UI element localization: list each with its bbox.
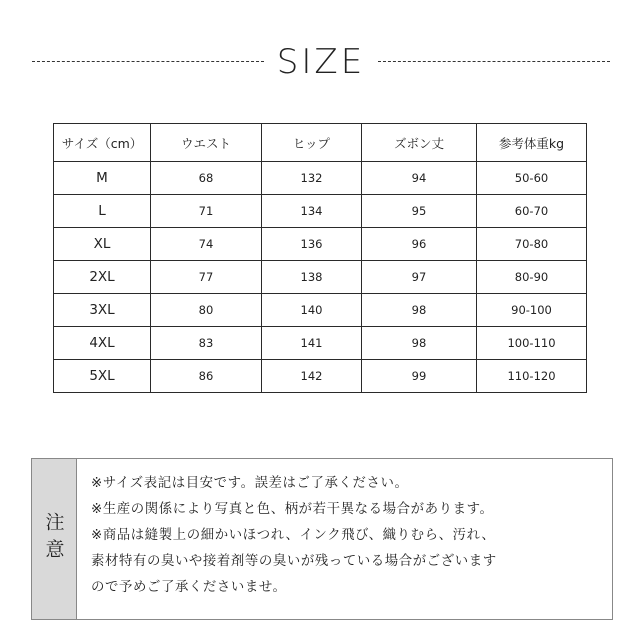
cell-waist: 68 — [151, 162, 262, 195]
cell-weight: 80-90 — [477, 261, 587, 294]
cell-waist: 80 — [151, 294, 262, 327]
cell-waist: 77 — [151, 261, 262, 294]
cell-hip: 134 — [262, 195, 362, 228]
cell-weight: 50-60 — [477, 162, 587, 195]
table-row — [54, 294, 587, 327]
note-line: ※商品は縫製上の細かいほつれ、インク飛び、織りむら、汚れ、 — [91, 528, 496, 543]
notes-label: 注意 — [42, 512, 65, 566]
cell-hip: 141 — [262, 327, 362, 360]
title-row — [0, 40, 640, 84]
header-weight: 参考体重kg — [477, 124, 587, 162]
cell-size: XL — [54, 228, 151, 261]
size-table — [53, 123, 587, 393]
header-size: サイズ（cm） — [54, 124, 151, 162]
cell-hip: 132 — [262, 162, 362, 195]
table-row — [54, 327, 587, 360]
notes-label-panel — [32, 459, 77, 619]
header-pants-length: ズボン丈 — [362, 124, 477, 162]
note-line: 素材特有の臭いや接着剤等の臭いが残っている場合がございます — [91, 554, 497, 569]
cell-pants-length: 99 — [362, 360, 477, 393]
page-title: SIZE — [276, 42, 366, 82]
cell-pants-length: 95 — [362, 195, 477, 228]
table-header-row — [54, 124, 587, 162]
cell-hip: 142 — [262, 360, 362, 393]
note-line: ので予めご了承くださいませ。 — [91, 580, 287, 595]
cell-pants-length: 94 — [362, 162, 477, 195]
cell-waist: 83 — [151, 327, 262, 360]
header-waist: ウエスト — [151, 124, 262, 162]
cell-weight: 70-80 — [477, 228, 587, 261]
cell-size: 2XL — [54, 261, 151, 294]
cell-weight: 90-100 — [477, 294, 587, 327]
cell-pants-length: 98 — [362, 327, 477, 360]
cell-hip: 140 — [262, 294, 362, 327]
cell-waist: 74 — [151, 228, 262, 261]
cell-pants-length: 97 — [362, 261, 477, 294]
cell-size: L — [54, 195, 151, 228]
table-row — [54, 195, 587, 228]
notes-box — [31, 458, 613, 620]
note-line: ※生産の関係により写真と色、柄が若干異なる場合があります。 — [91, 502, 494, 517]
cell-size: 4XL — [54, 327, 151, 360]
cell-size: 5XL — [54, 360, 151, 393]
cell-waist: 71 — [151, 195, 262, 228]
table-row — [54, 360, 587, 393]
cell-weight: 60-70 — [477, 195, 587, 228]
title-dash-left — [32, 61, 264, 62]
table-row — [54, 228, 587, 261]
cell-weight: 110-120 — [477, 360, 587, 393]
header-hip: ヒップ — [262, 124, 362, 162]
note-line: ※サイズ表記は目安です。誤差はご了承ください。 — [91, 476, 409, 491]
table-row — [54, 162, 587, 195]
cell-hip: 136 — [262, 228, 362, 261]
cell-weight: 100-110 — [477, 327, 587, 360]
cell-pants-length: 96 — [362, 228, 477, 261]
notes-body — [77, 459, 497, 619]
cell-pants-length: 98 — [362, 294, 477, 327]
table-row — [54, 261, 587, 294]
cell-hip: 138 — [262, 261, 362, 294]
cell-size: M — [54, 162, 151, 195]
title-dash-right — [378, 61, 610, 62]
cell-size: 3XL — [54, 294, 151, 327]
cell-waist: 86 — [151, 360, 262, 393]
